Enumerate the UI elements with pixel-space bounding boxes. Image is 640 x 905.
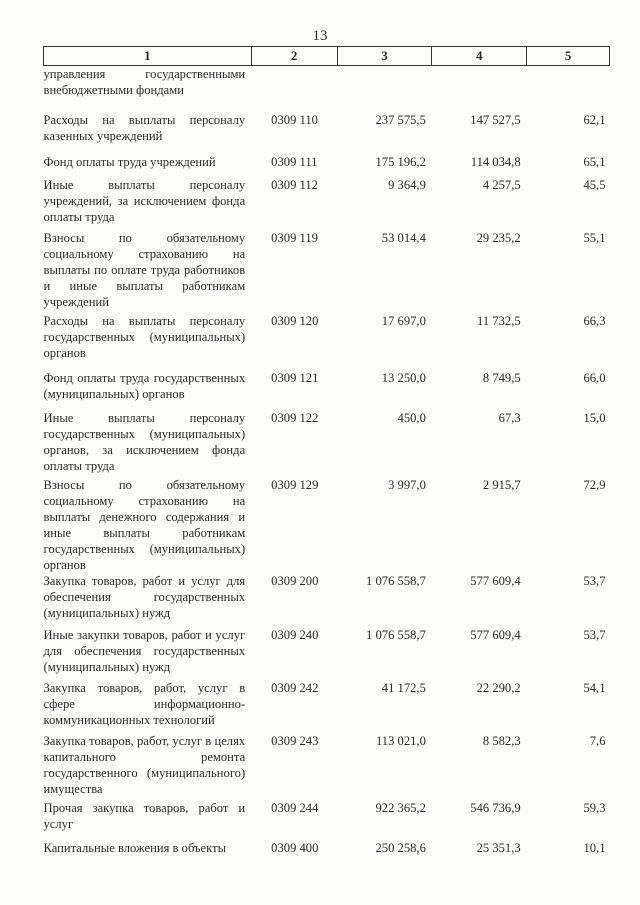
row-name: Прочая закупка товаров, работ и услуг bbox=[43, 800, 246, 831]
row-name: Капитальные вложения в объекты bbox=[43, 840, 227, 855]
row-value-4 bbox=[432, 66, 527, 112]
row-value-3: 41 172,5 bbox=[381, 680, 426, 695]
row-name: Иные выплаты персоналу государственных (муниципальных) органов, за исключением фонда оплаты труда bbox=[43, 410, 246, 473]
row-value-3: 1 076 558,7 bbox=[366, 573, 426, 588]
row-name: Взносы по обязательному социальному страхованию на выплаты по оплате труда работников и иные выплаты работникам учреждений bbox=[43, 230, 246, 309]
table-row bbox=[44, 733, 610, 800]
row-name: Иные закупки товаров, работ и услуг для обеспечения государственных (муниципальных) нужд bbox=[43, 627, 246, 674]
row-value-3: 13 250,0 bbox=[381, 370, 426, 385]
row-name: Фонд оплаты труда учреждений bbox=[43, 154, 216, 169]
row-code: 0309 112 bbox=[271, 177, 318, 192]
budget-table bbox=[43, 46, 610, 862]
row-value-4: 8 749,5 bbox=[482, 370, 521, 385]
row-code: 0309 122 bbox=[271, 410, 319, 425]
table-row bbox=[44, 627, 610, 680]
table-row bbox=[44, 840, 610, 862]
row-name: Закупка товаров, работ, услуг в сфере информационно-коммуникационных технологий bbox=[43, 680, 246, 727]
row-code: 0309 110 bbox=[271, 112, 318, 127]
row-value-5: 53,7 bbox=[583, 573, 606, 588]
row-value-4: 4 257,5 bbox=[482, 177, 521, 192]
row-value-5: 62,1 bbox=[583, 112, 606, 127]
column-header-1: 1 bbox=[44, 47, 252, 66]
row-code: 0309 240 bbox=[271, 627, 319, 642]
row-code: 0309 120 bbox=[271, 313, 319, 328]
row-value-5: 65,1 bbox=[583, 154, 606, 169]
row-value-3: 113 021,0 bbox=[375, 733, 426, 748]
table-row bbox=[44, 370, 610, 410]
row-value-3: 250 258,6 bbox=[375, 840, 426, 855]
row-code: 0309 200 bbox=[271, 573, 319, 588]
row-value-3: 922 365,2 bbox=[375, 800, 426, 815]
row-name: управления государственными внебюджетными фондами bbox=[43, 67, 246, 97]
row-value-5: 59,3 bbox=[583, 800, 606, 815]
table-header-row bbox=[44, 47, 610, 66]
row-value-3: 17 697,0 bbox=[381, 313, 426, 328]
row-value-5: 10,1 bbox=[583, 840, 606, 855]
row-value-4: 29 235,2 bbox=[476, 230, 521, 245]
row-value-3: 9 364,9 bbox=[388, 177, 426, 192]
row-value-5: 55,1 bbox=[583, 230, 606, 245]
row-name: Закупка товаров, работ, услуг в целях капитального ремонта государственного (муниципального) имущества bbox=[43, 733, 246, 796]
table-row bbox=[44, 680, 610, 733]
row-code bbox=[251, 66, 337, 112]
row-name: Взносы по обязательному социальному страхованию на выплаты денежного содержания и иные выплаты работникам государственных (муниципальных) органов bbox=[43, 477, 246, 572]
row-value-5: 7,6 bbox=[589, 733, 606, 748]
table-row bbox=[44, 112, 610, 154]
row-name: Закупка товаров, работ и услуг для обеспечения государственных (муниципальных) нужд bbox=[43, 573, 246, 620]
row-code: 0309 244 bbox=[271, 800, 319, 815]
row-value-4: 114 034,8 bbox=[470, 154, 521, 169]
row-value-5: 66,0 bbox=[583, 370, 606, 385]
row-value-5: 72,9 bbox=[583, 477, 606, 492]
table-row bbox=[44, 177, 610, 230]
row-code: 0309 129 bbox=[271, 477, 319, 492]
row-value-5: 45,5 bbox=[583, 177, 606, 192]
row-value-4: 2 915,7 bbox=[482, 477, 521, 492]
row-value-5: 53,7 bbox=[583, 627, 606, 642]
row-name: Иные выплаты персоналу учреждений, за исключением фонда оплаты труда bbox=[43, 177, 246, 224]
table-row bbox=[44, 477, 610, 573]
row-value-4: 147 527,5 bbox=[470, 112, 521, 127]
row-value-4: 11 732,5 bbox=[477, 313, 521, 328]
row-value-5 bbox=[527, 66, 610, 112]
row-code: 0309 111 bbox=[271, 154, 318, 169]
column-header-2: 2 bbox=[251, 47, 337, 66]
table-row bbox=[44, 230, 610, 313]
row-code: 0309 119 bbox=[271, 230, 318, 245]
row-name: Фонд оплаты труда государственных (муниципальных) органов bbox=[43, 370, 246, 401]
row-code: 0309 242 bbox=[271, 680, 319, 695]
row-value-4: 8 582,3 bbox=[482, 733, 521, 748]
row-code: 0309 121 bbox=[271, 370, 319, 385]
row-value-5: 15,0 bbox=[583, 410, 606, 425]
row-value-3: 450,0 bbox=[397, 410, 426, 425]
row-value-4: 577 609,4 bbox=[470, 573, 521, 588]
row-value-4: 22 290,2 bbox=[476, 680, 521, 695]
table-row bbox=[44, 66, 610, 112]
page-number: 13 bbox=[312, 28, 328, 44]
row-name: Расходы на выплаты персоналу государственных (муниципальных) органов bbox=[43, 313, 246, 360]
column-header-4: 4 bbox=[432, 47, 527, 66]
row-code: 0309 243 bbox=[271, 733, 319, 748]
row-code: 0309 400 bbox=[271, 840, 319, 855]
table-row bbox=[44, 573, 610, 627]
table-row bbox=[44, 313, 610, 370]
row-value-4: 577 609,4 bbox=[470, 627, 521, 642]
row-value-3 bbox=[337, 66, 432, 112]
row-value-5: 66,3 bbox=[583, 313, 606, 328]
row-value-3: 175 196,2 bbox=[375, 154, 426, 169]
column-header-5: 5 bbox=[527, 47, 610, 66]
row-value-5: 54,1 bbox=[583, 680, 606, 695]
row-value-4: 25 351,3 bbox=[476, 840, 521, 855]
row-value-3: 237 575,5 bbox=[375, 112, 426, 127]
row-value-3: 1 076 558,7 bbox=[366, 627, 426, 642]
row-value-3: 3 997,0 bbox=[388, 477, 426, 492]
table-row bbox=[44, 154, 610, 177]
row-value-4: 67,3 bbox=[498, 410, 521, 425]
table-row bbox=[44, 800, 610, 840]
row-value-3: 53 014,4 bbox=[381, 230, 426, 245]
row-name: Расходы на выплаты персоналу казенных учреждений bbox=[43, 112, 246, 143]
row-value-4: 546 736,9 bbox=[470, 800, 521, 815]
column-header-3: 3 bbox=[337, 47, 432, 66]
table-row bbox=[44, 410, 610, 477]
